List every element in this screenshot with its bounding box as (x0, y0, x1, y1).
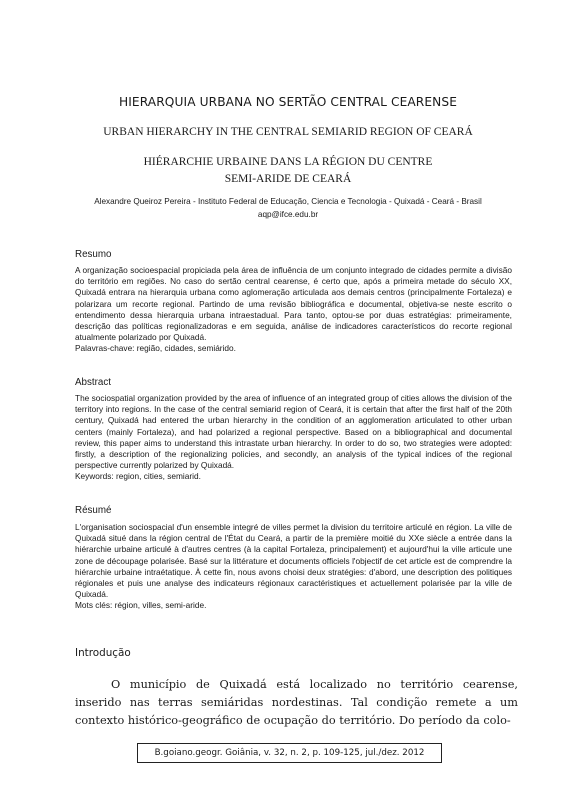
resumo-text: A organização socioespacial propiciada pela área de influência de um conjunto integrado de cidades permite a divisão do território em regiões. No caso do sertão central cearense, é certo que, após a primeira metade do século XX, Quixadá entrara na hierarquia urbana como aglomeração articulada aos demais centros (principalmente Fortaleza) e polarizara um recorte regional. Partindo de uma revisão bibliográfica e documental, objetiva-se neste escrito o entendimento dessa hierarquia urbana intraestadual. Para tanto, optou-se por duas estratégias: primeiramente, descrição das políticas regionalizadoras e em seguida, análise de indicadores característicos do recorte regional atualmente polarizado por Quixadá. (75, 265, 512, 343)
resumo-keywords: Palavras-chave: região, cidades, semiárido. (75, 343, 236, 354)
title-french-line-1: HIÉRARCHIE URBAINE DANS LA RÉGION DU CENTRE (143, 156, 433, 168)
citation-footer: B.goiano.geogr. Goiânia, v. 32, n. 2, p. 109-125, jul./dez. 2012 (137, 743, 442, 763)
abstract-heading: Abstract (75, 377, 111, 388)
resume-section (75, 522, 512, 612)
title-english: URBAN HIERARCHY IN THE CENTRAL SEMIARID REGION OF CEARÁ (103, 126, 473, 138)
abstract-keywords: Keywords: region, cities, semiarid. (75, 471, 201, 482)
resumo-section (75, 265, 512, 355)
author-affiliation: Alexandre Queiroz Pereira - Instituto Federal de Educação, Ciencia e Tecnologia - Quixadá - Ceará - Brasil (94, 197, 482, 206)
introducao-heading: Introdução (75, 647, 131, 659)
abstract-section (75, 393, 512, 483)
resume-heading: Résumé (75, 505, 112, 516)
title-french (0, 154, 576, 188)
author-email: aqp@ifce.edu.br (257, 210, 319, 219)
title-french-line-2: SEMI-ARIDE DE CEARÁ (224, 173, 352, 185)
resume-text: L'organisation sociospacial d'un ensemble integré de villes permet la division du territoire articulé en région. La ville de Quixadá situé dans la région central de l'État du Ceará, a partir de la première moitié du XXe siècle a entrée dans la hiérarchie urbaine articulé à d'autres centres (à la capital Fortaleza, principalement) et aujourd'hui la ville articule une zone de découpage polarisée. Basé sur la littérature et documents officiels l'objectif de cet article est de comprendre la hiérarchie urbaine intraétatique. À cette fin, nous avons choisi deux stratégies: d'abord, une description des politiques régionales et puis une analyse des indicateurs régionaux caractéristiques et actuellement polarisée par la ville de Quixadá. (75, 522, 512, 600)
introducao-body (75, 676, 518, 730)
resumo-heading: Resumo (75, 249, 112, 260)
abstract-text: The sociospatial organization provided by the area of influence of an integrated group of cities allows the division of the territory into regions. In the case of the central semiarid region of Ceará, it is certain that after the first half of the 20th century, Quixadá had entered the urban hierarchy in the condition of an agglomeration articulated to other urban centers (mainly Fortaleza), and had polarized a regional perspective. Based on a bibliographical and documental review, this paper aims to understand this intrastate urban hierarchy. In order to do so, two strategies were adopted: firstly, a description of the regionalizing policies, and secondly, an analysis of the typical indices of the regional perspective currently polarized by Quixadá. (75, 393, 512, 471)
introducao-paragraph: O município de Quixadá está localizado no território cearense, inserido nas terras semiáridas nordestinas. Tal condição remete a um contexto histórico-geográfico de ocupação do território. Do período da colo- (75, 678, 518, 727)
title-portuguese: HIERARQUIA URBANA NO SERTÃO CENTRAL CEARENSE (118, 95, 458, 109)
resume-keywords: Mots clés: région, villes, semi-aride. (75, 600, 207, 611)
